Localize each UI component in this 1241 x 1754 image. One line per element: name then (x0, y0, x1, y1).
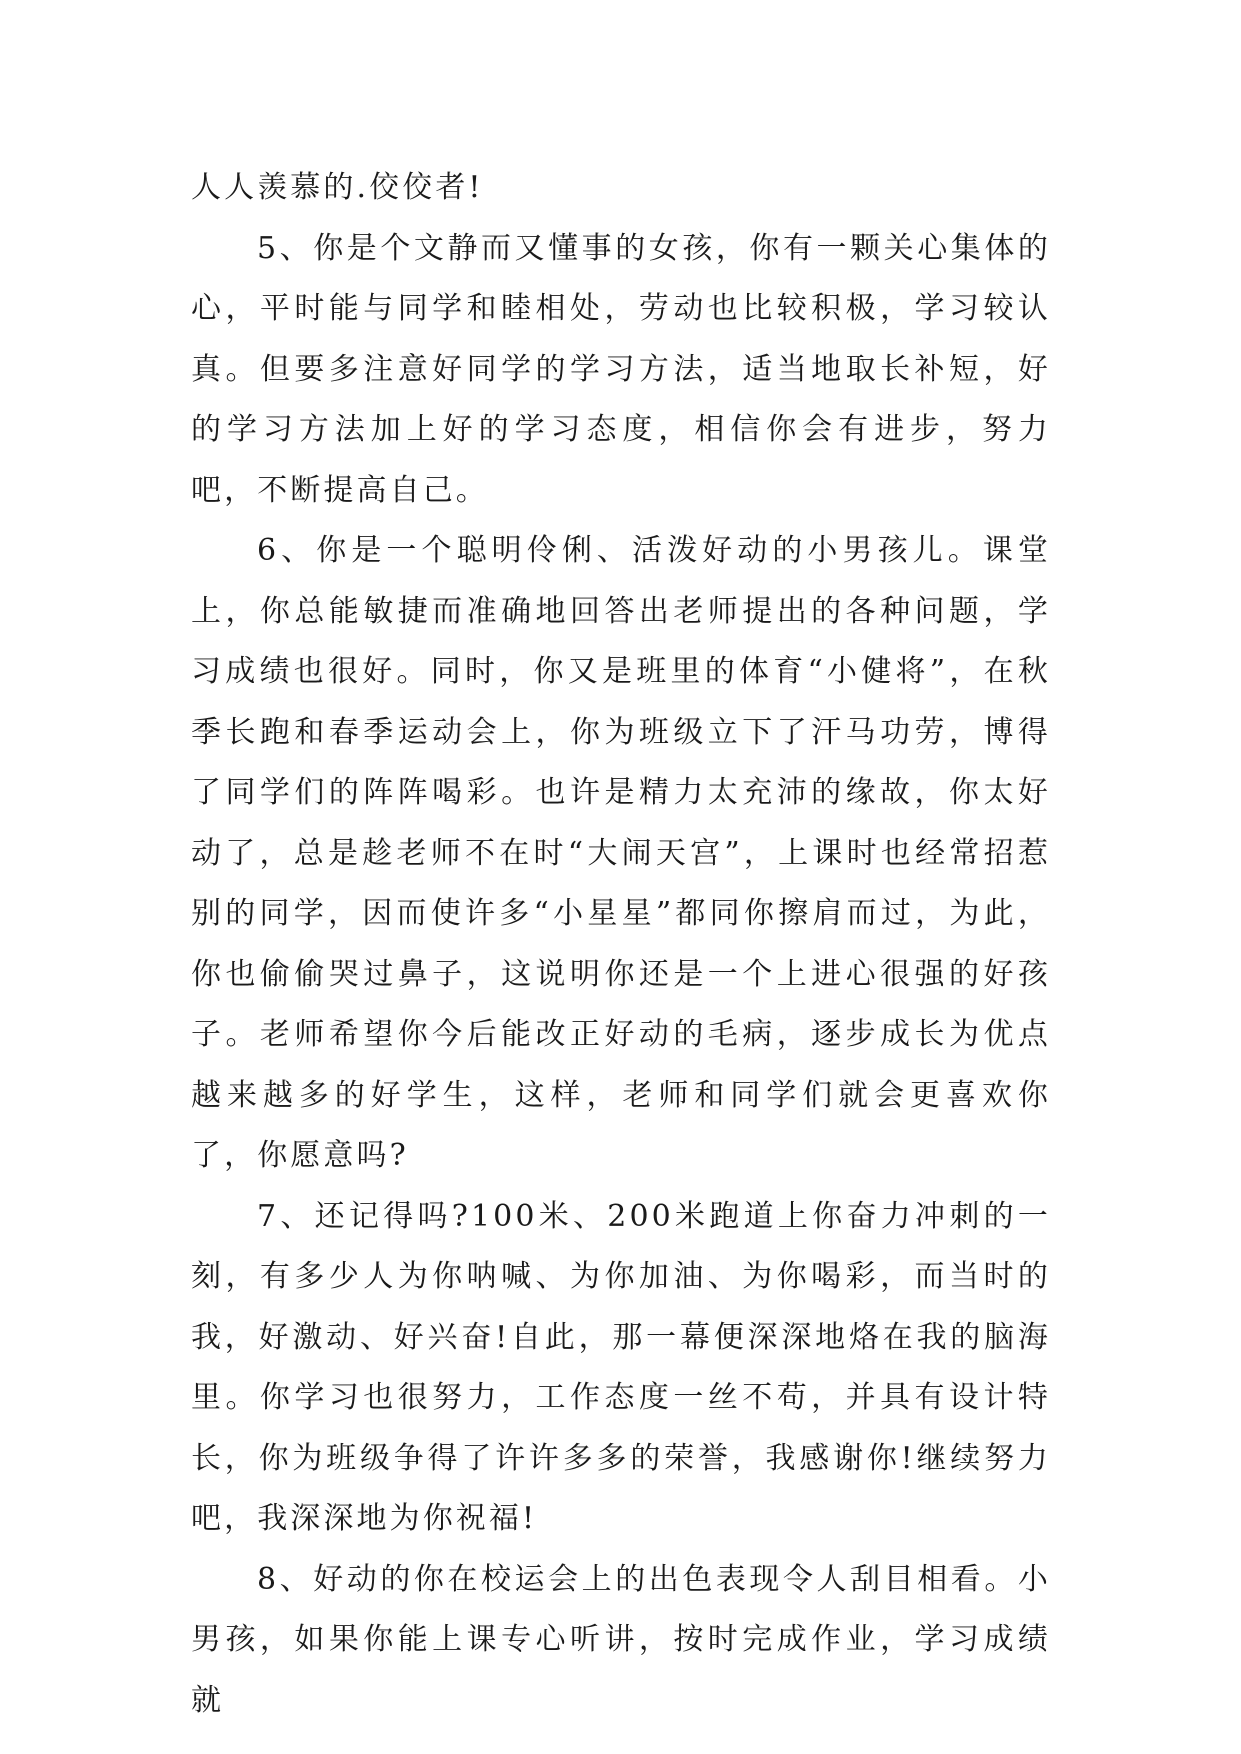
paragraph-continuation: 人人羡慕的.佼佼者! (191, 170, 484, 205)
document-body (191, 158, 1051, 1731)
paragraph-comment-5: 5、你是个文静而又懂事的女孩，你有一颗关心集体的心，平时能与同学和睦相处，劳动也比较积极，学习较认真。但要多注意好同学的学习方法，适当地取长补短，好的学习方法加上好的学习态度，相信你会有进步，努力吧，不断提高自己。 (191, 230, 1051, 508)
paragraph-comment-6: 6、你是一个聪明伶俐、活泼好动的小男孩儿。课堂上，你总能敏捷而准确地回答出老师提出的各种问题，学习成绩也很好。同时，你又是班里的体育“小健将”，在秋季长跑和春季运动会上，你为班级立下了汗马功劳，博得了同学们的阵阵喝彩。也许是精力太充沛的缘故，你太好动了，总是趁老师不在时“大闹天宫”，上课时也经常招惹别的同学，因而使许多“小星星”都同你擦肩而过，为此，你也偷偷哭过鼻子，这说明你还是一个上进心很强的好孩子。老师希望你今后能改正好动的毛病，逐步成长为优点越来越多的好学生，这样，老师和同学们就会更喜欢你了，你愿意吗? (191, 533, 1051, 1173)
paragraph-comment-8: 8、好动的你在校运会上的出色表现令人刮目相看。小男孩，如果你能上课专心听讲，按时完成作业，学习成绩就 (191, 1561, 1051, 1718)
paragraph-comment-7: 7、还记得吗?100米、200米跑道上你奋力冲刺的一刻，有多少人为你呐喊、为你加油、为你喝彩，而当时的我，好激动、好兴奋!自此，那一幕便深深地烙在我的脑海里。你学习也很努力，工作态度一丝不苟，并具有设计特长，你为班级争得了许许多多的荣誉，我感谢你!继续努力吧，我深深地为你祝福! (191, 1198, 1051, 1536)
